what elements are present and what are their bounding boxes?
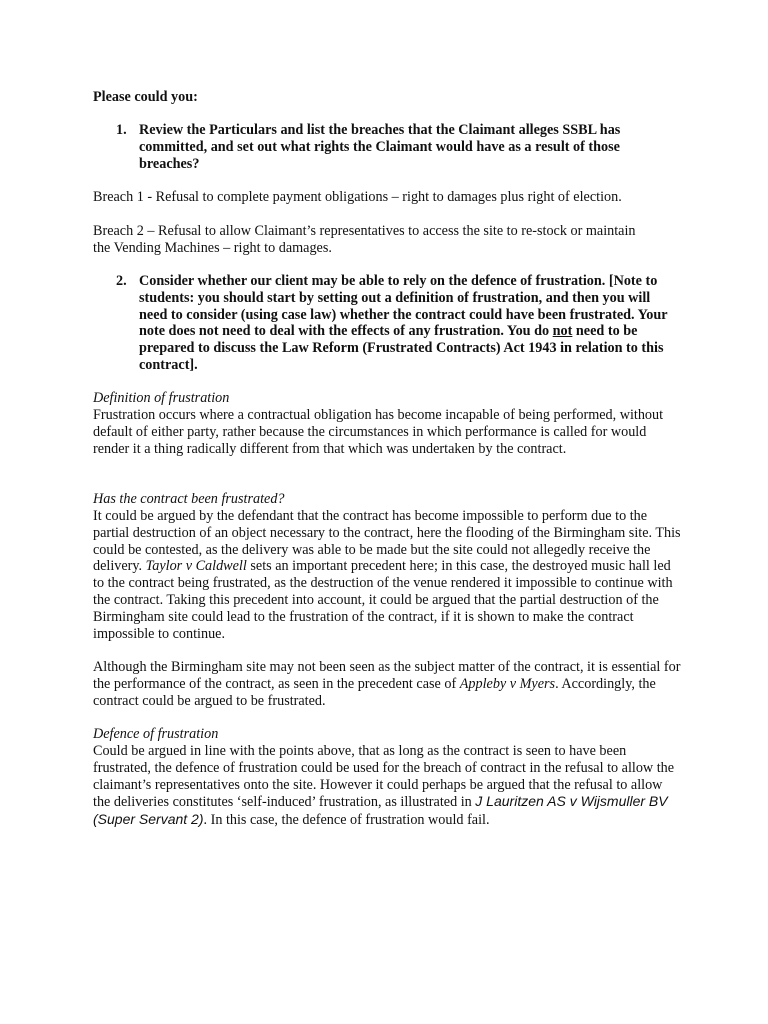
appleby-body-part2: . Accordingly, the contract could be argued to be frustrated. <box>93 675 656 709</box>
frustrated-heading: Has the contract been frustrated? <box>93 491 285 507</box>
appleby-body-part1: Although the Birmingham site may not been seen as the subject matter of the contract, it is essential for the performance of the contract, as seen in the precedent case of <box>93 659 681 692</box>
question-2-underlined-word: not <box>552 323 573 340</box>
question-1-number: 1. <box>116 122 127 138</box>
definition-body: Frustration occurs where a contractual obligation has become incapable of being performed, without default of either party, rather because the circumstances in which performance is called for would render it a thing radically different from that which was undertaken by the contract. <box>93 407 664 457</box>
definition-heading: Definition of frustration <box>93 390 230 406</box>
case-super-servant-2: J Lauritzen AS v Wijsmuller BV (Super Servant 2) <box>93 793 668 828</box>
question-2 <box>116 273 676 374</box>
defence-heading: Defence of frustration <box>93 726 219 742</box>
question-2-text-part1: Consider whether our client may be able to rely on the defence of frustration. [Note to students: you should start by setting out a definition of frustration, and then you will need to consider (using case law) whether the contract could have been frustrated. Your note does not need to deal with the effects of any frustration. You do <box>139 273 668 340</box>
intro-line: Please could you: <box>93 89 198 105</box>
appleby-paragraph <box>93 659 683 709</box>
frustrated-body <box>93 508 683 642</box>
breach-2-text: Breach 2 – Refusal to allow Claimant’s representatives to access the site to re-stock or maintain the Vending Machines – right to damages. <box>93 223 636 256</box>
question-1 <box>116 122 676 172</box>
question-1-text: Review the Particulars and list the breaches that the Claimant alleges SSBL has committed, and set out what rights the Claimant would have as a result of those breaches? <box>139 122 621 172</box>
defence-body <box>93 743 683 829</box>
question-2-number: 2. <box>116 273 127 289</box>
frustrated-body-part2: sets an important precedent here; in this case, the destroyed music hall led to the contract being frustrated, as the destruction of the venue rendered it impossible to continue with the contract. Taking this precedent into account, it could be argued that the partial destruction of the Birmingham site could lead to the frustration of the contract, if it is shown to make the contract impossible to continue. <box>93 558 673 642</box>
question-2-text-part2: need to be prepared to discuss the Law Reform (Frustrated Contracts) Act 1943 in relation to this contract]. <box>139 323 664 373</box>
question-2-text <box>139 273 676 374</box>
breach-1-text: Breach 1 - Refusal to complete payment obligations – right to damages plus right of election. <box>93 189 622 205</box>
defence-body-part2: . In this case, the defence of frustration would fail. <box>203 812 490 829</box>
defence-body-part1: Could be argued in line with the points above, that as long as the contract is seen to have been frustrated, the defence of frustration could be used for the breach of contract in the refusal to allow the claimant’s representatives onto the site. However it could perhaps be argued that the refusal to allow the deliveries constitutes ‘self-induced’ frustration, as illustrated in <box>93 743 675 811</box>
case-appleby-v-myers: Appleby v Myers <box>459 675 556 692</box>
case-taylor-v-caldwell: Taylor v Caldwell <box>145 558 247 575</box>
frustrated-body-part1: It could be argued by the defendant that the contract has become impossible to perform due to the partial destruction of an object necessary to the contract, here the flooding of the Birmingham site. This could be contested, as the delivery was able to be made but the site could not allegedly receive the delivery. <box>93 508 681 575</box>
